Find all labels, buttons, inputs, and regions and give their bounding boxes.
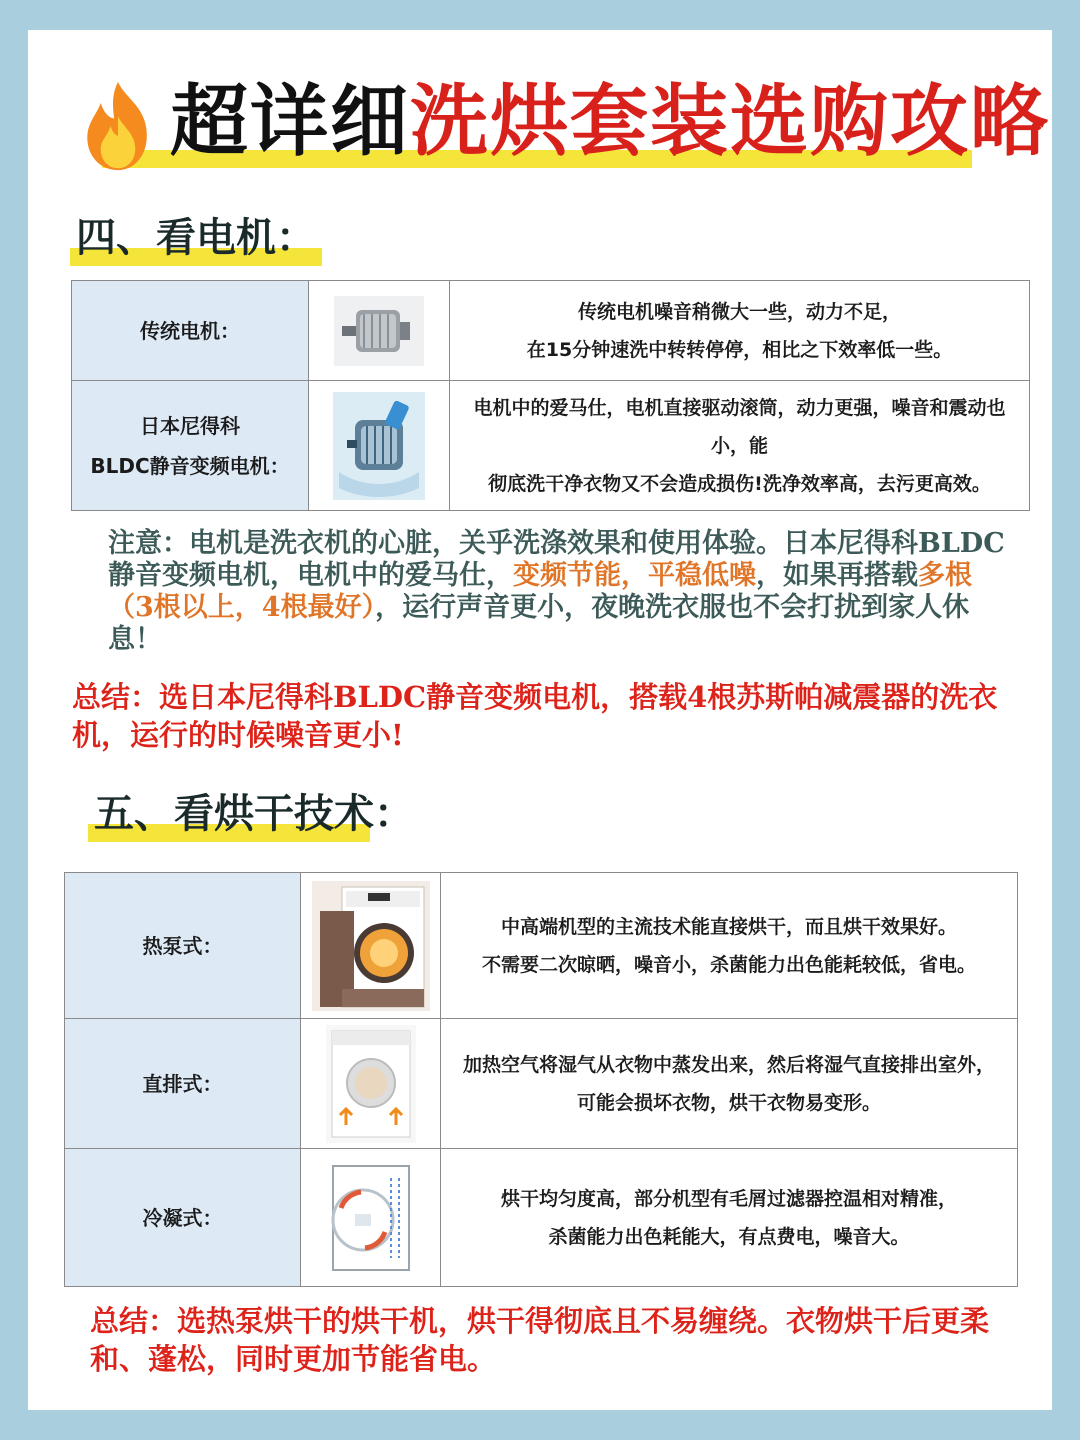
row-description <box>441 1019 1018 1149</box>
heat-pump-dryer-icon <box>312 881 430 1011</box>
desc-line: 不需要二次晾晒，噪音小，杀菌能力出色能耗较低，省电。 <box>481 953 976 976</box>
drying-summary: 总结：选热泵烘干的烘干机，烘干得彻底且不易缠绕。衣物烘干后更柔和、蓬松，同时更加节能省电。 <box>90 1304 990 1376</box>
page-title <box>170 72 1050 172</box>
motor-summary: 总结：选日本尼得科BLDC静音变频电机，搭载4根苏斯帕减震器的洗衣机，运行的时候噪音更小! <box>72 680 998 752</box>
traditional-motor-icon <box>334 296 424 366</box>
desc-line: 传统电机噪音稍微大一些，动力不足， <box>577 300 901 323</box>
note-text: 注意：电机是洗衣机的心脏，关乎洗涤效果和使用体验。日本尼得科BLDC静音变频电机，电机中的爱马仕， <box>108 528 1005 591</box>
note-highlight: 多根（3根以上，4根最好） <box>108 560 972 623</box>
desc-line: 电机中的爱马仕，电机直接驱动滚筒，动力更强，噪音和震动也小，能 <box>473 396 1006 457</box>
note-text: ，运行声音更小，夜晚洗衣服也不会打扰到家人休息！ <box>108 592 970 655</box>
drying-table <box>64 872 1018 1287</box>
vented-dryer-icon <box>326 1025 416 1143</box>
note-highlight: 变频节能，平稳低噪 <box>513 560 756 591</box>
section-title: 五、看烘干技术： <box>94 791 414 837</box>
dryer-image-cell <box>301 1149 441 1287</box>
desc-line: 可能会损坏衣物，烘干衣物易变形。 <box>576 1091 881 1114</box>
row-label: 直排式： <box>65 1019 301 1149</box>
section-title: 四、看电机： <box>76 215 316 261</box>
title-black: 超详细 <box>170 77 411 167</box>
section-motor-heading <box>70 210 330 270</box>
desc-line: 杀菌能力出色耗能大，有点费电，噪音大。 <box>548 1225 910 1248</box>
label-line: BLDC静音变频电机： <box>90 453 290 478</box>
row-label: 热泵式： <box>65 873 301 1019</box>
row-description <box>450 381 1030 511</box>
row-label <box>72 281 309 381</box>
condenser-dryer-icon <box>325 1158 417 1278</box>
fire-icon <box>70 78 166 174</box>
dryer-image-cell <box>301 1019 441 1149</box>
table-row <box>65 1019 1018 1149</box>
row-label <box>72 381 309 511</box>
desc-line: 烘干均匀度高，部分机型有毛屑过滤器控温相对精准， <box>500 1187 957 1210</box>
table-row <box>72 281 1030 381</box>
desc-line: 在15分钟速洗中转转停停，相比之下效率低一些。 <box>526 338 953 361</box>
row-description <box>450 281 1030 381</box>
table-row <box>65 873 1018 1019</box>
row-description <box>441 1149 1018 1287</box>
title-block <box>70 72 1051 182</box>
row-label: 冷凝式： <box>65 1149 301 1287</box>
section-drying-heading <box>88 786 418 846</box>
label-line: 传统电机： <box>140 318 240 343</box>
row-description <box>441 873 1018 1019</box>
desc-line: 彻底洗干净衣物又不会造成损伤!洗净效率高，去污更高效。 <box>488 472 991 495</box>
motor-table <box>71 280 1030 511</box>
desc-line: 加热空气将湿气从衣物中蒸发出来，然后将湿气直接排出室外， <box>462 1053 995 1076</box>
note-text: ，如果再搭载 <box>756 560 918 591</box>
dryer-image-cell <box>301 873 441 1019</box>
label-line: 日本尼得科 <box>140 413 240 438</box>
table-row <box>72 381 1030 511</box>
title-red: 洗烘套装选购攻略 <box>410 77 1051 167</box>
bldc-motor-icon <box>333 392 425 500</box>
motor-image-cell <box>309 381 450 511</box>
desc-line: 中高端机型的主流技术能直接烘干，而且烘干效果好。 <box>500 915 957 938</box>
table-row <box>65 1149 1018 1287</box>
motor-note <box>108 528 1008 656</box>
motor-image-cell <box>309 281 450 381</box>
